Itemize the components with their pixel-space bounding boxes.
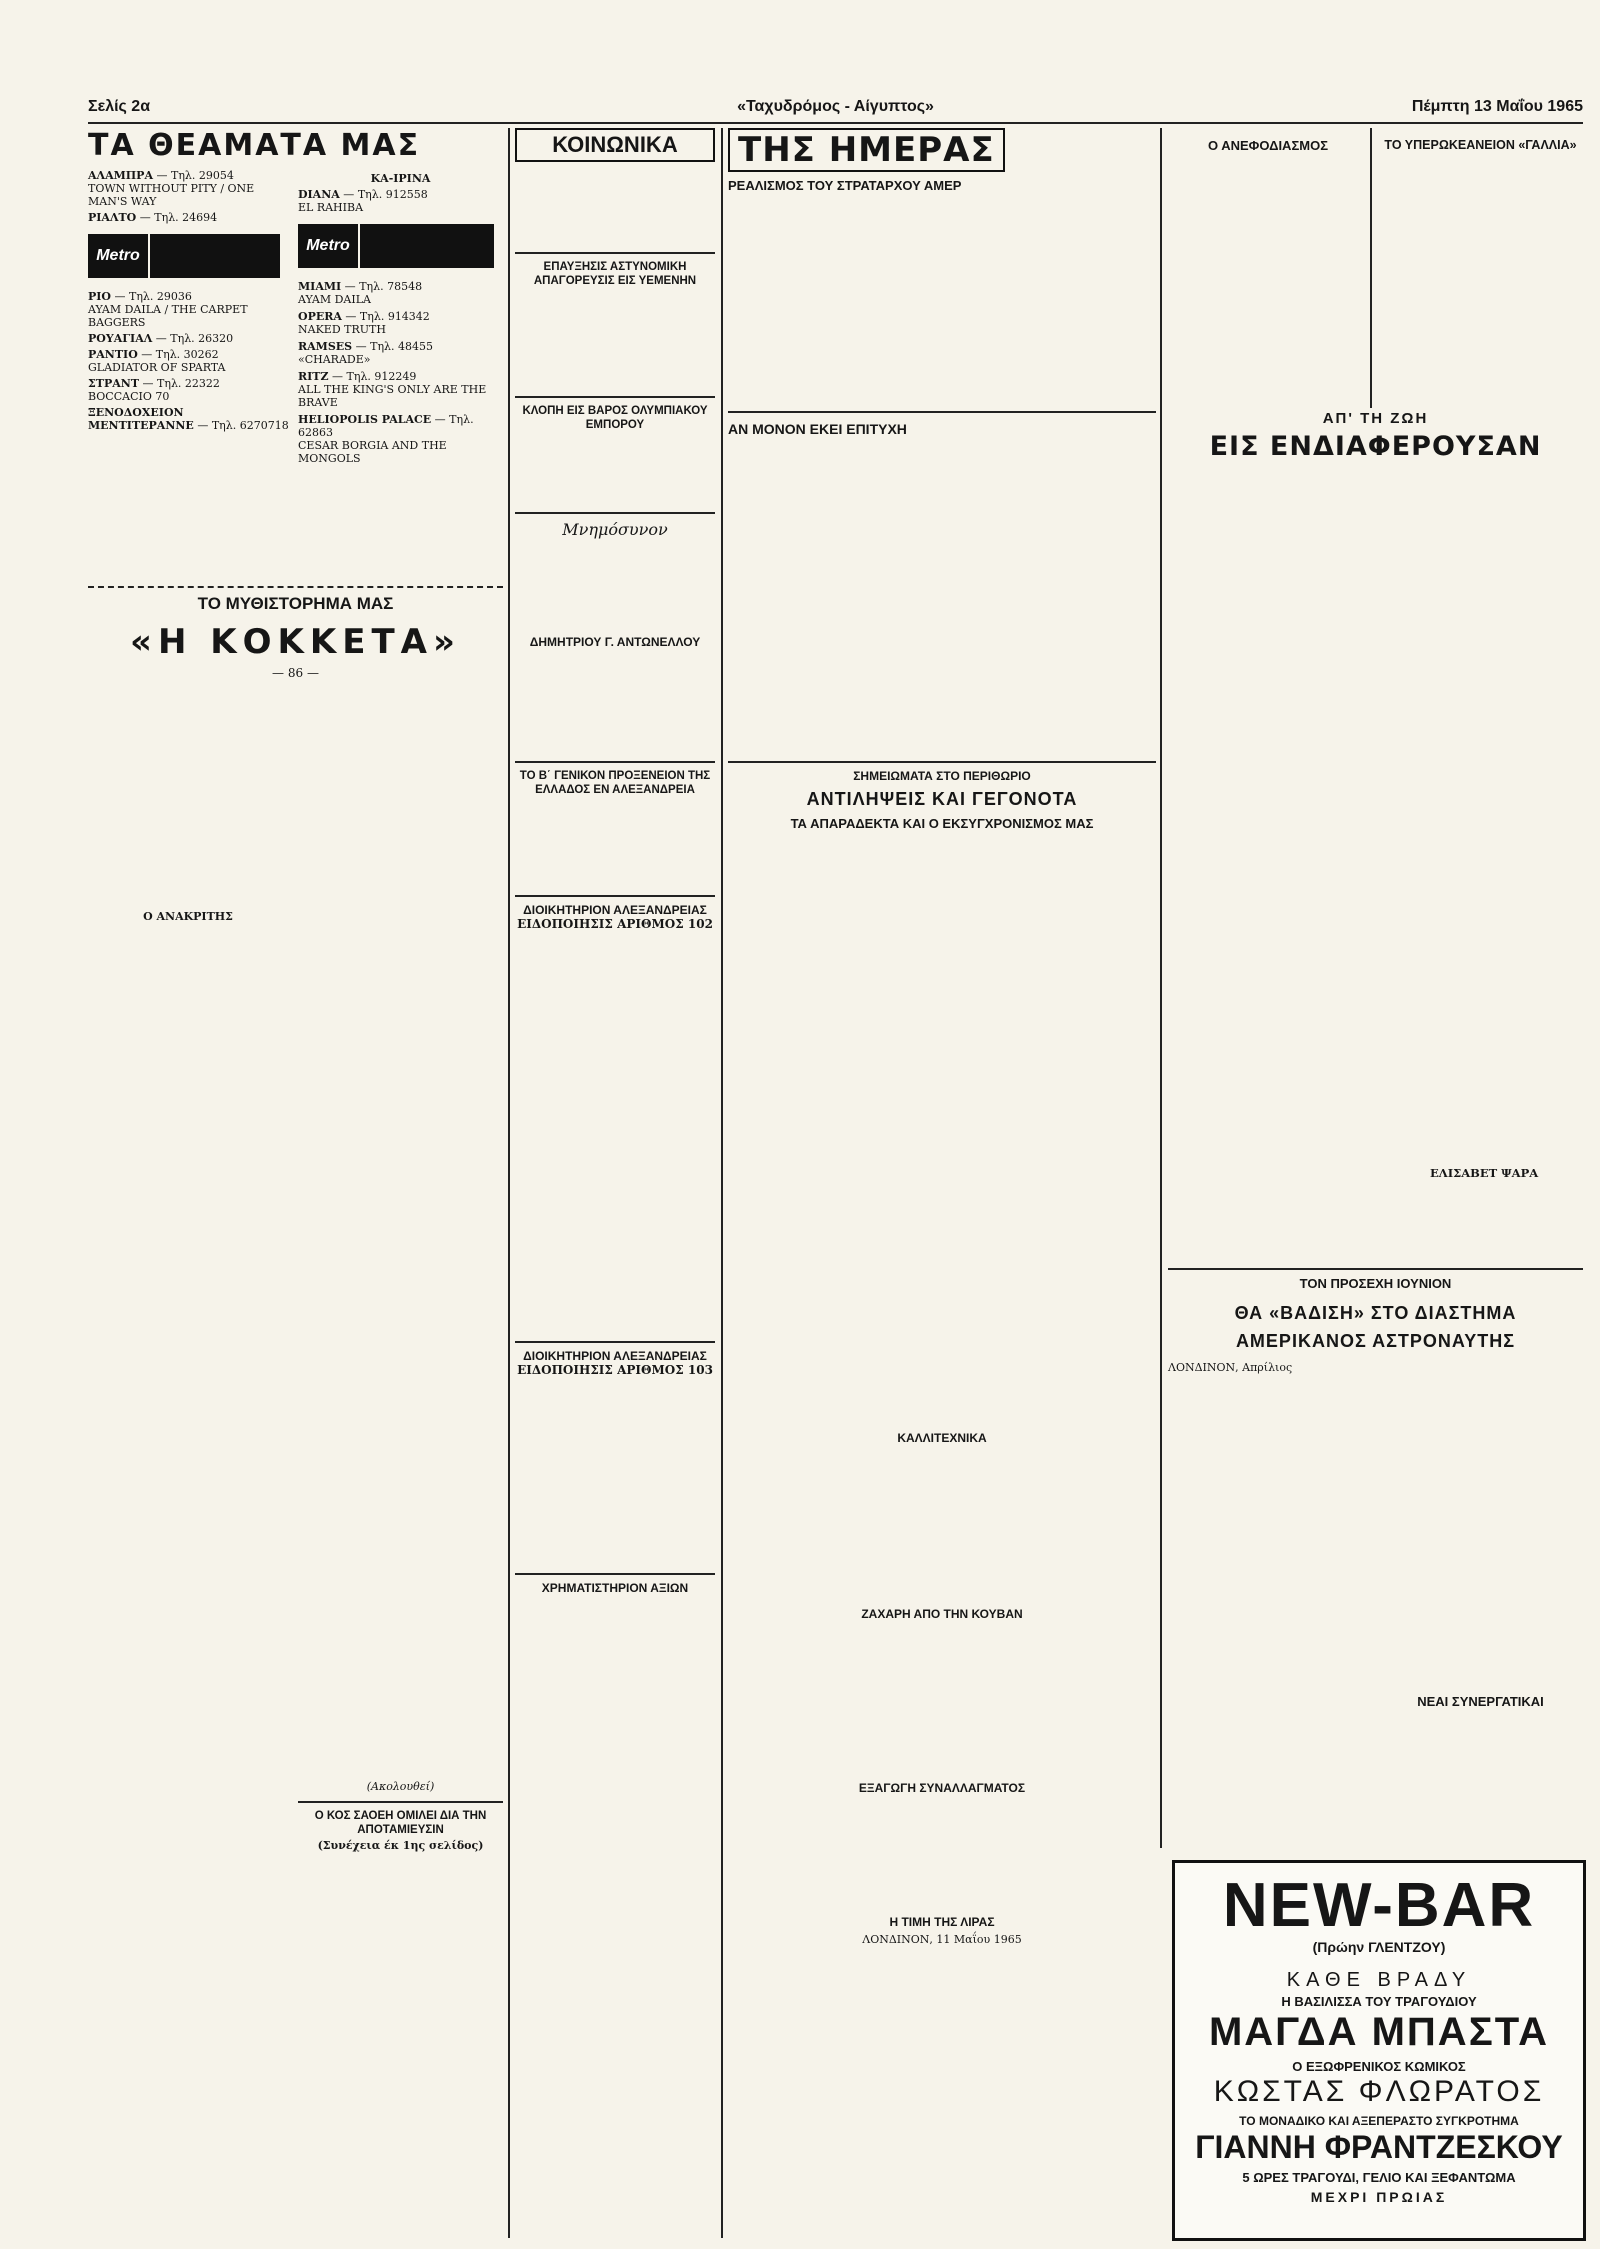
ad-comic: ΚΩΣΤΑΣ ΦΛΩΡΑΤΟΣ <box>1213 2075 1545 2108</box>
headline-consulate: ΤΟ Β΄ ΓΕΝΙΚΟΝ ΠΡΟΞΕΝΕΙΟΝ ΤΗΣ ΕΛΛΑΔΟΣ ΕΝ ΑΛΕΞΑΝΔΡΕΙΑ <box>519 770 711 796</box>
continued-from: (Συνέχεια έκ 1ης σελίδος) <box>317 1839 484 1852</box>
divider <box>515 895 715 897</box>
listing-rialto: ΡΙΑΛΤΟ — Τηλ. 24694 <box>88 211 218 224</box>
novel-continuation <box>298 1780 503 1860</box>
headline-amer: ΡΕΑΛΙΣΜΟΣ ΤΟΥ ΣΤΡΑΤΑΡΧΟΥ ΑΜΕΡ <box>728 178 962 193</box>
divider <box>515 761 715 763</box>
issue-date: Πέμπτη 13 Μαΐου 1965 <box>1411 98 1583 115</box>
novel-part: — 86 — <box>272 666 319 680</box>
novel-title: «Η ΚΟΚΚΕΤΑ» <box>130 622 461 662</box>
headline-supply: Ο ΑΝΕΦΟΔΙΑΣΜΟΣ <box>1207 138 1328 153</box>
divider <box>515 252 715 254</box>
novel-section-label: ΤΟ ΜΥΘΙΣΤΟΡΗΜΑ ΜΑΣ <box>197 594 394 613</box>
theatres-title: ΤΑ ΘΕΑΜΑΤΑ ΜΑΣ <box>88 128 421 163</box>
headline-from-life: ΑΠ' ΤΗ ΖΩΗ <box>1322 410 1429 427</box>
listing-radio: ΡΑΝΤΙΟ — Τηλ. 30262 GLADIATOR OF SPARTA <box>88 348 226 374</box>
ad-singer: ΜΑΓΔΑ ΜΠΑΣΤΑ <box>1208 2010 1550 2054</box>
ad-bar-name: NEW-BAR <box>1222 1871 1536 1940</box>
listing-kairina: ΚΑ-ΙΡΙΝΑ <box>370 172 431 185</box>
section-margin-notes: ΣΗΜΕΙΩΜΑΤΑ ΣΤΟ ΠΕΡΙΘΩΡΙΟ <box>853 769 1031 783</box>
listing-hotel: ΞΕΝΟΔΟΧΕΙΟΝ ΜΕΝΤΙΤΕΡΑΝΝΕ — Τηλ. 6270718 <box>88 406 289 432</box>
ad-band: ΓΙΑΝΝΗ ΦΡΑΝΤΖΕΣΚΟΥ <box>1195 2129 1563 2165</box>
divider <box>515 512 715 514</box>
novel-section <box>88 586 503 2246</box>
headline-success: ΑΝ ΜΟΝΟΝ ΕΚΕΙ ΕΠΙΤΥΧΗ <box>728 421 907 437</box>
running-header <box>88 96 1583 124</box>
listing-opera: OPERA — Τηλ. 914342 NAKED TRUTH <box>298 310 430 336</box>
divider <box>298 1801 503 1803</box>
listing-ramses: RAMSES — Τηλ. 48455 «CHARADE» <box>298 340 434 366</box>
listing-heliopolis: HELIOPOLIS PALACE — Τηλ. 62863 CESAR BORGIA AND THE MONGOLS <box>298 413 474 465</box>
column-cinemas <box>298 128 503 568</box>
divider <box>515 396 715 398</box>
listing-ritz: RITZ — Τηλ. 912249 ALL THE KING'S ONLY ARE THE BRAVE <box>298 370 487 409</box>
headline-interesting: ΕΙΣ ΕΝΔΙΑΦΕΡΟΥΣΑΝ <box>1209 431 1542 462</box>
headline-events: ΑΝΤΙΛΗΨΕΙΣ ΚΑΙ ΓΕΓΟΝΟΤΑ <box>806 789 1078 809</box>
divider <box>1168 1268 1583 1270</box>
headline-currency: ΕΞΑΓΩΓΗ ΣΥΝΑΛΛΑΓΜΑΤΟΣ <box>858 1781 1026 1795</box>
section-from-life <box>1168 410 1583 1270</box>
poster-block <box>360 224 494 268</box>
headline-next-june: ΤΟΝ ΠΡΟΣΕΧΗ ΙΟΥΝΙΟΝ <box>1299 1276 1452 1291</box>
headline-astronaut: ΘΑ «ΒΑΔΙΣΗ» ΣΤΟ ΔΙΑΣΤΗΜΑ ΑΜΕΡΙΚΑΝΟΣ ΑΣΤΡΟΝΑΥΤΗΣ <box>1234 1303 1517 1351</box>
headline-liner: ΤΟ ΥΠΕΡΩΚΕΑΝΕΙΟΝ «ΓΑΛΛΙΑ» <box>1384 138 1577 152</box>
column-social <box>515 128 715 2238</box>
dateline-astronaut: ΛΟΝΔΙΝΟΝ, Απρίλιος <box>1168 1361 1293 1374</box>
metro-logo: Metro <box>298 224 358 268</box>
headline-cooperatives: ΝΕΑΙ ΣΥΝΕΡΓΑΤΙΚΑΙ <box>1417 1694 1544 1709</box>
memorial-name: ΔΗΜΗΤΡΙΟΥ Γ. ΑΝΤΩΝΕΛΛΟΥ <box>529 635 701 649</box>
notice-103: ΕΙΔΟΠΟΙΗΣΙΣ ΑΡΙΘΜΟΣ 103 <box>517 1363 713 1377</box>
day-title: ΤΗΣ ΗΜΕΡΑΣ <box>728 128 1005 172</box>
column-rule <box>721 128 723 2238</box>
listing-alambra: ΑΛΑΜΠΡΑ — Τηλ. 29054 TOWN WITHOUT PITY / ONE MAN'S WAY <box>88 169 255 208</box>
ad-comic-label: Ο ΕΞΩΦΡΕΝΙΚΟΣ ΚΩΜΙΚΟΣ <box>1292 2059 1466 2074</box>
section-astronaut <box>1168 1268 1583 1858</box>
masthead-title: «Ταχυδρόμος - Αίγυπτος» <box>737 98 934 115</box>
social-title: ΚΟΙΝΩΝΙΚΑ <box>515 128 715 162</box>
divider <box>515 1573 715 1575</box>
ad-queen-label: Η ΒΑΣΙΛΙΣΣΑ ΤΟΥ ΤΡΑΓΟΥΔΙΟΥ <box>1281 1994 1477 2009</box>
dateline-london: ΛΟΝΔΙΝΟΝ, 11 Μαΐου 1965 <box>862 1933 1022 1946</box>
page-number: Σελίς 2α <box>88 98 151 115</box>
headline-pound: Η ΤΙΜΗ ΤΗΣ ΛΙΡΑΣ <box>889 1915 995 1929</box>
ad-band-label: ΤΟ ΜΟΝΑΔΙΚΟ ΚΑΙ ΑΞΕΠΕΡΑΣΤΟ ΣΥΓΚΡΟΤΗΜΑ <box>1239 2114 1519 2128</box>
headline-memorial: Μνημόσυνον <box>562 520 668 539</box>
column-liner <box>1378 128 1583 428</box>
ad-until: ΜΕΧΡΙ ΠΡΩΙΑΣ <box>1310 2189 1448 2205</box>
listing-royal: ΡΟΥΑΓΙΑΛ — Τηλ. 26320 <box>88 332 234 345</box>
column-rule <box>1160 128 1162 1848</box>
divider <box>728 761 1156 763</box>
column-supply <box>1168 128 1368 428</box>
ad-hours: 5 ΩΡΕΣ ΤΡΑΓΟΥΔΙ, ΓΕΛΙΟ ΚΑΙ ΞΕΦΑΝΤΩΜΑ <box>1242 2170 1516 2185</box>
headline-sugar: ΖΑΧΑΡΗ ΑΠΟ ΤΗΝ ΚΟΥΒΑΝ <box>861 1607 1023 1621</box>
headline-stock-exchange: ΧΡΗΜΑΤΙΣΤΗΡΙΟΝ ΑΞΙΩΝ <box>541 1581 689 1595</box>
headline-directorate-103: ΔΙΟΙΚΗΤΗΡΙΟΝ ΑΛΕΞΑΝΔΡΕΙΑΣ <box>523 1349 707 1363</box>
divider <box>728 411 1156 413</box>
listing-strand: ΣΤΡΑΝΤ — Τηλ. 22322 BOCCACIO 70 <box>88 377 220 403</box>
metro-logo: Metro <box>88 234 148 278</box>
headline-arts: ΚΑΛΛΙΤΕΧΝΙΚΑ <box>897 1431 987 1445</box>
listing-miami: ΜΙΑΜΙ — Τηλ. 78548 AYAM DAILA <box>298 280 423 306</box>
ad-nightly: ΚΑΘΕ ΒΡΑΔΥ <box>1286 1969 1472 1991</box>
listing-diana: DIANA — Τηλ. 912558 EL RAHIBA <box>298 188 428 214</box>
author-psara: ΕΛΙΣΑΒΕΤ ΨΑΡΑ <box>1430 1166 1539 1180</box>
column-rule <box>508 128 510 2238</box>
metro-ad <box>88 228 290 286</box>
novel-chapter: Ο ΑΝΑΚΡΙΤΗΣ <box>143 910 233 923</box>
ad-former-name: (Πρώην ΓΛΕΝΤΖΟΥ) <box>1312 1939 1446 1955</box>
column-day <box>728 128 1156 2238</box>
headline-police: ΕΠΑΥΞΗΣΙΣ ΑΣΤΥΝΟΜΙΚΗ ΑΠΑΓΟΡΕΥΣΙΣ ΕΙΣ ΥΕΜΕΝΗΝ <box>533 261 697 287</box>
notice-102: ΕΙΔΟΠΟΙΗΣΙΣ ΑΡΙΘΜΟΣ 102 <box>517 917 713 931</box>
headline-theft: ΚΛΟΠΗ ΕΙΣ ΒΑΡΟΣ ΟΛΥΜΠΙΑΚΟΥ ΕΜΠΟΡΟΥ <box>522 405 708 431</box>
divider <box>515 1341 715 1343</box>
metro-ad-2 <box>298 218 503 276</box>
listing-rio: ΡΙΟ — Τηλ. 29036 AYAM DAILA / THE CARPET BAGGERS <box>88 290 248 329</box>
headline-directorate-102: ΔΙΟΙΚΗΤΗΡΙΟΝ ΑΛΕΞΑΝΔΡΕΙΑΣ <box>523 903 707 917</box>
headline-savings: Ο ΚΟΣ ΣΑΟΕΗ ΟΜΙΛΕΙ ΔΙΑ ΤΗΝ ΑΠΟΤΑΜΙΕΥΣΙΝ <box>314 1810 487 1836</box>
poster-block <box>150 234 280 278</box>
continued-label: (Ακολουθεί) <box>366 1780 435 1793</box>
headline-modernization: ΤΑ ΑΠΑΡΑΔΕΚΤΑ ΚΑΙ Ο ΕΚΣΥΓΧΡΟΝΙΣΜΟΣ ΜΑΣ <box>790 816 1094 831</box>
divider <box>88 586 503 588</box>
new-bar-advertisement <box>1172 1860 1586 2241</box>
column-rule <box>1370 128 1372 408</box>
